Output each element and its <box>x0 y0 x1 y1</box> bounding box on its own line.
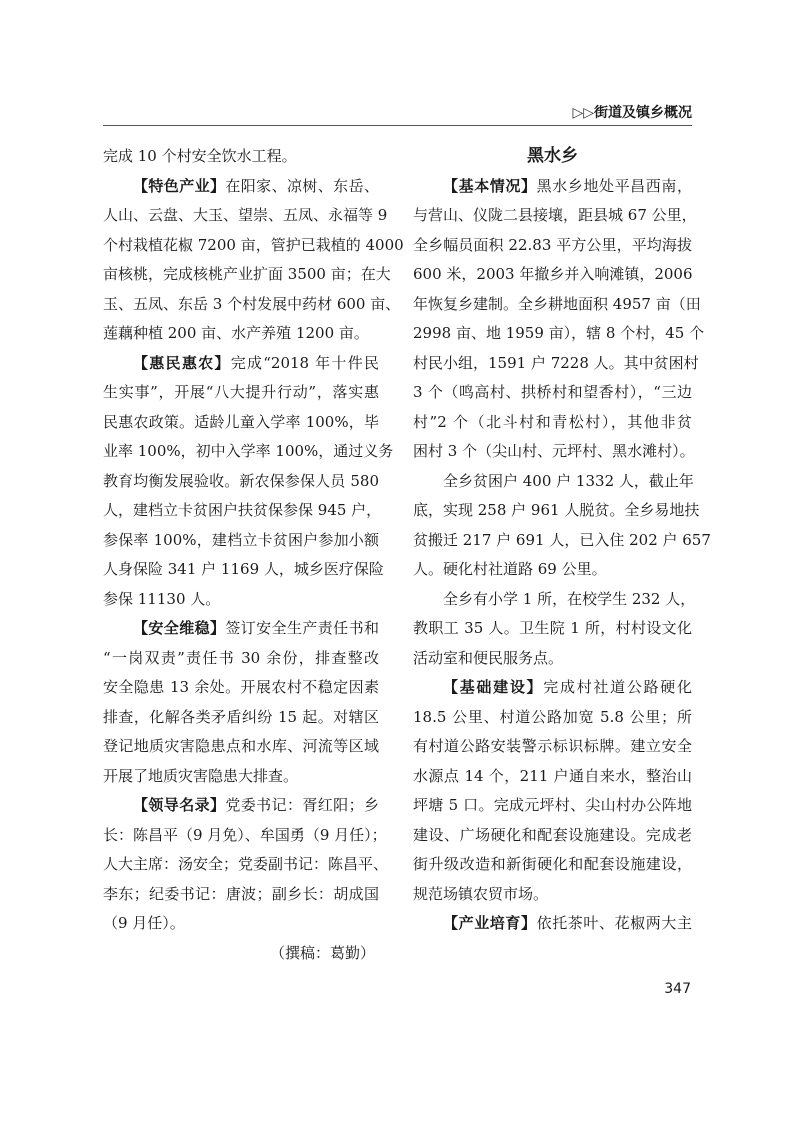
line-text: 开展了地质灾害隐患大排查。 <box>103 766 299 785</box>
line-text: 村民小组，1591 户 7228 人。其中贫困村 <box>413 353 699 372</box>
line-text: 排查，化解各类矛盾纠纷 15 起。对辖区 <box>103 707 379 726</box>
line-text: 有村道公路安装警示标识标牌。建立安全 <box>413 737 692 755</box>
line-text: 业率 100%，初中入学率 100%，通过义务 <box>103 442 394 460</box>
paragraph <box>413 467 711 585</box>
line-text: 贫搬迁 217 户 691 人，已入住 202 户 657 <box>413 530 711 549</box>
paragraph <box>413 673 692 909</box>
text-line <box>413 909 692 939</box>
text-line <box>413 673 692 703</box>
text-line <box>103 231 404 261</box>
line-text: 依托茶叶、花椒两大主 <box>536 914 692 932</box>
line-text: 教职工 35 人。卫生院 1 所，村村设文化 <box>413 619 692 637</box>
text-line <box>413 496 700 526</box>
paragraph <box>103 142 379 172</box>
text-line <box>103 172 379 202</box>
line-text: 人山、云盘、大玉、望崇、五凤、永福等 9 <box>103 206 388 224</box>
line-text: 街升级改造和新街硬化和配套设施建设， <box>413 855 692 873</box>
line-text: 安全隐患 13 余处。开展农村不稳定因素 <box>103 678 379 696</box>
line-text: 年恢复乡建制。全乡耕地面积 4957 亩（田 <box>413 294 701 313</box>
text-line <box>103 614 379 644</box>
line-text: 人身保险 341 户 1169 人，城乡医疗保险 <box>103 560 384 578</box>
line-text: 坪塘 5 口。完成元坪村、尖山村办公阵地 <box>413 796 692 814</box>
line-text: 与营山、仪陇二县接壤，距县城 67 公里， <box>413 206 697 224</box>
text-line <box>103 319 379 349</box>
line-text: 活动室和便民服务点。 <box>413 648 564 667</box>
text-line <box>413 201 697 231</box>
line-text: 莲藕种植 200 亩、水产养殖 1200 亩。 <box>103 324 369 342</box>
paragraph-heading: 【基本情况】 <box>443 176 537 195</box>
text-line <box>413 850 692 880</box>
text-line <box>413 378 692 408</box>
line-text: 村”2 个（北斗村和青松村），其他非贫 <box>413 412 692 431</box>
line-text: 玉、五凤、东岳 3 个村发展中药材 600 亩、 <box>103 294 401 313</box>
text-line <box>103 821 387 851</box>
line-text: 个村栽植花椒 7200 亩，管护已栽植的 4000 <box>103 235 404 254</box>
line-text: 3 个（鸣高村、拱桥村和望香村），“三边 <box>413 383 692 401</box>
running-header <box>572 102 692 122</box>
text-line <box>103 290 401 320</box>
section-title: 街道及镇乡概况 <box>594 105 692 121</box>
text-line <box>413 408 692 438</box>
line-text: 签订安全生产责任书和 <box>225 619 379 637</box>
text-line <box>413 467 692 497</box>
paragraph-heading: 【安全维稳】 <box>133 619 226 637</box>
paragraph <box>103 614 379 791</box>
right-column <box>413 142 711 939</box>
line-text: 人，建档立卡贫困户扶贫保参保 945 户， <box>103 501 382 519</box>
text-line <box>413 585 696 615</box>
line-text: 人。硬化村社道路 69 公里。 <box>413 560 607 578</box>
line-text: “一岗双责”责任书 30 余份，排查整改 <box>103 648 379 667</box>
line-text: 600 米，2003 年撤乡并入响滩镇，2006 <box>413 265 693 283</box>
line-text: 规范场镇农贸市场。 <box>413 884 549 903</box>
paragraph-heading: 【惠民惠农】 <box>133 353 231 372</box>
line-text: 生实事”，开展“八大提升行动”，落实惠 <box>103 383 379 401</box>
text-line <box>103 909 379 939</box>
line-text: 全乡贫困户 400 户 1332 人，截止年 <box>443 471 694 490</box>
paragraph <box>103 349 394 615</box>
paragraph-heading: 【领导名录】 <box>133 796 226 814</box>
text-line <box>413 791 692 821</box>
line-text: 完成村社道公路硬化 <box>543 678 692 696</box>
line-text: 人大主席：汤安全；党委副书记：陈昌平、 <box>103 855 389 873</box>
text-line <box>413 880 692 910</box>
text-line <box>103 378 379 408</box>
line-text: 党委书记：胥红阳；乡 <box>225 796 379 814</box>
line-text: 全乡幅员面积 22.83 平方公里，平均海拔 <box>413 235 692 254</box>
page-number: 347 <box>664 981 691 997</box>
line-text: 民惠农政策。适龄儿童入学率 100%，毕 <box>103 412 379 431</box>
paragraph <box>413 172 705 467</box>
text-line <box>103 791 379 821</box>
text-line <box>103 437 394 467</box>
line-text: 黑水乡地处平昌西南， <box>536 176 692 195</box>
text-line <box>413 172 692 202</box>
line-text: 困村 3 个（尖山村、元坪村、黑水滩村）。 <box>413 442 695 460</box>
text-line <box>103 703 379 733</box>
line-text: 参保率 100%，建档立卡贫困户参加小额 <box>103 530 379 549</box>
text-line <box>413 732 692 762</box>
text-line <box>103 585 379 615</box>
paragraph <box>413 909 692 939</box>
line-text: 完成 10 个村安全饮水工程。 <box>103 147 297 165</box>
text-line <box>413 437 695 467</box>
line-text: 2998 亩、地 1959 亩），辖 8 个村，45 个 <box>413 324 705 342</box>
text-line <box>103 673 379 703</box>
double-triangle-icon: ▷▷ <box>572 105 594 121</box>
text-line <box>103 467 379 497</box>
text-line <box>413 526 711 556</box>
text-line <box>413 762 692 792</box>
text-line <box>413 319 705 349</box>
section-heading: 黑水乡 <box>527 146 578 166</box>
line-text: 参保 11130 人。 <box>103 589 221 608</box>
line-text: 登记地质灾害隐患点和水库、河流等区域 <box>103 737 379 755</box>
line-text: 长：陈昌平（9 月免）、牟国勇（9 月任）； <box>103 825 387 844</box>
text-line <box>413 703 692 733</box>
line-text: （9 月任）。 <box>103 914 185 932</box>
text-line <box>103 349 379 379</box>
text-line <box>103 260 391 290</box>
text-line <box>103 555 384 585</box>
author-credit: （撰稿：葛勤） <box>269 943 375 962</box>
text-line <box>413 614 692 644</box>
line-text: 18.5 公里、村道公路加宽 5.8 公里；所 <box>413 707 692 726</box>
line-text: 亩核桃，完成核桃产业扩面 3500 亩；在大 <box>103 265 391 283</box>
text-line <box>103 526 379 556</box>
line-text: 教育均衡发展验收。新农保参保人员 580 <box>103 471 379 490</box>
line-text: 建设、广场硬化和配套设施建设。完成老 <box>413 825 692 844</box>
line-text: 完成“2018 年十件民 <box>230 353 379 372</box>
text-line <box>103 408 379 438</box>
paragraph <box>103 172 404 349</box>
text-line <box>413 260 692 290</box>
line-text: 水源点 14 个，211 户通自来水，整治山 <box>413 766 692 785</box>
line-text: 李东；纪委书记：唐波；副乡长：胡成国 <box>103 884 379 903</box>
text-line <box>103 201 388 231</box>
header-rule <box>103 125 692 126</box>
text-line <box>103 142 379 172</box>
text-line <box>103 496 382 526</box>
text-line <box>103 732 379 762</box>
text-line <box>413 349 699 379</box>
paragraph-heading: 【基础建设】 <box>443 678 544 696</box>
text-line <box>413 290 701 320</box>
text-line <box>413 555 692 585</box>
text-line <box>413 644 692 674</box>
text-line <box>413 821 692 851</box>
text-line <box>103 762 379 792</box>
text-line <box>103 644 379 674</box>
text-line <box>413 231 692 261</box>
line-text: 在阳家、凉树、东岳、 <box>225 176 379 195</box>
paragraph <box>103 791 389 939</box>
paragraph-heading: 【产业培育】 <box>443 914 537 932</box>
line-text: 全乡有小学 1 所，在校学生 232 人， <box>443 589 696 608</box>
paragraph-heading: 【特色产业】 <box>133 176 226 195</box>
line-text: 底，实现 258 户 961 人脱贫。全乡易地扶 <box>413 501 700 519</box>
text-line <box>103 880 379 910</box>
paragraph <box>413 585 696 674</box>
text-line <box>103 850 389 880</box>
left-column <box>103 142 404 968</box>
